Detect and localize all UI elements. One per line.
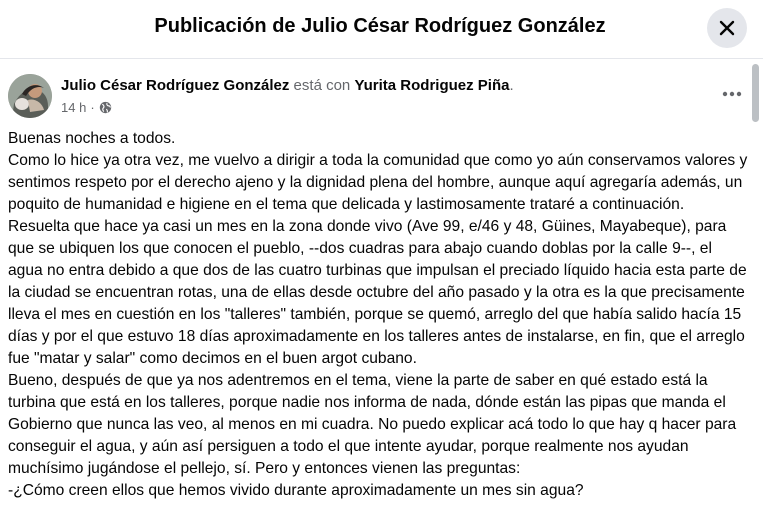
post-time-link[interactable]: 14 h [61, 100, 87, 115]
dialog-title: Publicación de Julio César Rodríguez González [154, 15, 606, 37]
post-paragraph: Resuelta que hace ya casi un mes en la zona donde vivo (Ave 99, e/46 y 48, Güines, Mayabeque), para que se ubiquen los que conocen el pueblo, --dos cuadras para abajo cuando doblas por la calle 9--, el agua no entra debido a que dos de las cuatro turbinas que impulsan el preciado líquido hacia esta parte de la ciudad se encuentran rotas, una de ellas desde octubre del año pasado y la otra es la que precisamente lleva el mes en cuestión en los "talleres" también, porque se quemó, arreglo del que había salido hacía 15 días y por el que estuvo 18 días aproximadamente en los talleres antes de instalarse, en fin, que el arreglo fue "matar y salar" como decimos en el buen argot cubano. [8, 218, 747, 367]
close-button[interactable] [707, 8, 747, 48]
post-paragraph: Buenas noches a todos. [8, 130, 176, 147]
more-options-button[interactable] [716, 80, 748, 108]
period-text: . [509, 77, 514, 94]
scrollbar-track[interactable] [751, 60, 761, 512]
post-meta [61, 100, 112, 115]
meta-separator: · [90, 100, 95, 115]
scrollbar-thumb[interactable] [752, 64, 759, 122]
more-options-icon [722, 91, 742, 97]
post-author-line [61, 77, 514, 94]
post-paragraph: Bueno, después de que ya nos adentremos en el tema, viene la parte de saber en qué estado está la turbina que está en los talleres, porque nadie nos informa de nada, dónde están las pipas que manda el Gobierno que nunca las veo, al menos en mi cuadra. No puedo explicar acá todo lo que hay q hacer para conseguir el agua, y aún así persiguen a todo el que intente ayudar, porque realmente nos ayudan muchísimo jugándose el pellejo, sí. Pero y entonces vienen las preguntas: [8, 372, 737, 477]
with-text: está con [289, 77, 355, 94]
dialog-header [0, 0, 763, 59]
post-paragraph: -¿Cómo creen ellos que hemos vivido durante aproximadamente un mes sin agua? [8, 482, 584, 499]
post-body [8, 128, 750, 502]
tagged-person-link[interactable]: Yurita Rodriguez Piña [354, 77, 510, 94]
author-avatar[interactable] [8, 74, 52, 118]
globe-icon[interactable] [99, 101, 112, 114]
author-name-link[interactable]: Julio César Rodríguez González [61, 77, 290, 94]
post-paragraph: Como lo hice ya otra vez, me vuelvo a dirigir a toda la comunidad que como yo aún conservamos valores y sentimos respeto por el derecho ajeno y la dignidad plena del hombre, aunque aquí agregaría además, un poquito de humanidad e higiene en el tema que delicada y lastimosamente trataré a continuación. [8, 152, 748, 213]
close-icon [719, 20, 735, 36]
